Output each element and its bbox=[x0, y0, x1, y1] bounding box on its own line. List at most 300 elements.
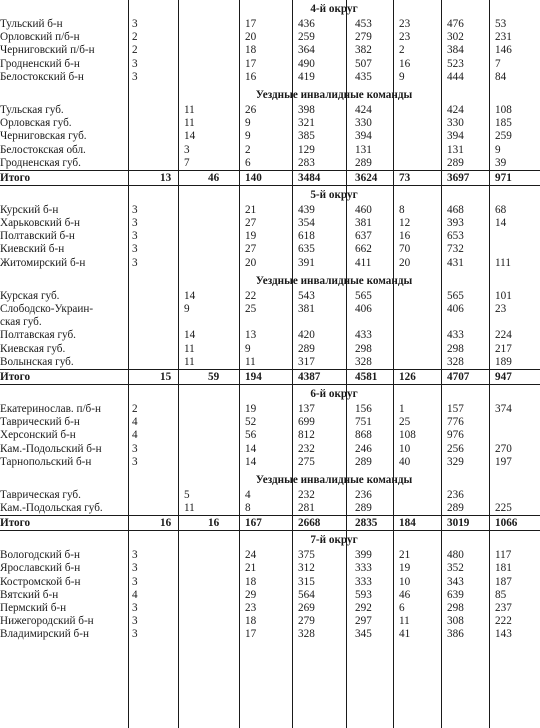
cell-value: 19 bbox=[245, 402, 257, 415]
cell-value: 23 bbox=[245, 602, 257, 614]
battalion-row bbox=[0, 58, 540, 71]
cell-value: 53 bbox=[495, 18, 507, 30]
cell-value: 39 bbox=[495, 156, 507, 169]
district-heading bbox=[0, 0, 540, 18]
cell-value: 16 bbox=[399, 230, 411, 243]
cell-value: 3019 bbox=[447, 517, 470, 530]
battalion-row bbox=[0, 403, 540, 416]
cell-value: 4581 bbox=[355, 370, 378, 383]
cell-value: 56 bbox=[245, 429, 257, 442]
cell-value: 26 bbox=[245, 103, 257, 116]
cell-value: 593 bbox=[355, 588, 372, 601]
cell-value: 321 bbox=[298, 117, 315, 130]
row-label: Вологодский б-н bbox=[0, 549, 80, 562]
cell-value: 270 bbox=[495, 442, 512, 455]
row-label: Тульская губ. bbox=[0, 103, 64, 116]
cell-value: 393 bbox=[447, 217, 464, 230]
cell-value: 433 bbox=[355, 329, 372, 342]
cell-value: 565 bbox=[355, 289, 372, 302]
cell-value: 7 bbox=[184, 156, 190, 169]
cell-value: 143 bbox=[495, 628, 512, 641]
cell-value: 197 bbox=[495, 455, 512, 468]
district-heading-text: 5-й округ bbox=[310, 188, 358, 201]
battalion-row bbox=[0, 416, 540, 429]
subsection-heading bbox=[0, 87, 540, 104]
cell-value: 635 bbox=[298, 243, 315, 256]
cell-value: 14 bbox=[245, 455, 257, 468]
cell-value: 259 bbox=[298, 31, 315, 44]
battalion-row bbox=[0, 589, 540, 602]
cell-value: 29 bbox=[245, 588, 257, 601]
cell-value: 13 bbox=[160, 171, 172, 184]
battalion-row bbox=[0, 576, 540, 589]
cell-value: 699 bbox=[298, 416, 315, 429]
cell-value: 3 bbox=[132, 203, 138, 216]
cell-value: 420 bbox=[298, 329, 315, 342]
row-label: Курская губ. bbox=[0, 289, 60, 302]
cell-value: 3 bbox=[132, 602, 138, 614]
cell-value: 14 bbox=[184, 130, 196, 143]
battalion-row bbox=[0, 257, 540, 270]
cell-value: 18 bbox=[245, 44, 257, 57]
cell-value: 275 bbox=[298, 455, 315, 468]
command-row bbox=[0, 303, 540, 316]
cell-value: 19 bbox=[245, 230, 257, 243]
cell-value: 11 bbox=[184, 103, 195, 116]
cell-value: 352 bbox=[447, 562, 464, 575]
cell-value: 4 bbox=[245, 488, 251, 501]
cell-value: 236 bbox=[355, 488, 372, 501]
cell-value: 289 bbox=[298, 342, 315, 355]
cell-value: 308 bbox=[447, 615, 464, 628]
cell-value: 59 bbox=[208, 370, 220, 383]
cell-value: 25 bbox=[399, 416, 411, 429]
row-label: Курский б-н bbox=[0, 203, 59, 216]
cell-value: 73 bbox=[399, 171, 411, 184]
cell-value: 394 bbox=[447, 130, 464, 143]
cell-value: 21 bbox=[399, 549, 411, 562]
cell-value: 3 bbox=[132, 575, 138, 588]
cell-value: 444 bbox=[447, 70, 464, 83]
row-label: Киевский б-н bbox=[0, 243, 65, 256]
cell-value: 385 bbox=[298, 130, 315, 143]
row-label: Гродненская губ. bbox=[0, 156, 81, 169]
cell-value: 232 bbox=[298, 442, 315, 455]
cell-value: 108 bbox=[495, 103, 512, 116]
cell-value: 16 bbox=[245, 70, 257, 83]
cell-value: 11 bbox=[184, 502, 195, 515]
cell-value: 231 bbox=[495, 31, 512, 44]
row-label: Таврическая губ. bbox=[0, 488, 81, 501]
cell-value: 812 bbox=[298, 429, 315, 442]
cell-value: 4 bbox=[132, 416, 138, 429]
cell-value: 181 bbox=[495, 562, 512, 575]
cell-value: 618 bbox=[298, 230, 315, 243]
cell-value: 439 bbox=[298, 203, 315, 216]
cell-value: 11 bbox=[399, 615, 410, 628]
cell-value: 289 bbox=[355, 502, 372, 515]
battalion-row bbox=[0, 204, 540, 217]
cell-value: 129 bbox=[298, 143, 315, 156]
row-label: Киевская губ. bbox=[0, 342, 66, 355]
cell-value: 732 bbox=[447, 243, 464, 256]
cell-value: 9 bbox=[184, 303, 190, 315]
cell-value: 298 bbox=[355, 342, 372, 355]
battalion-row bbox=[0, 456, 540, 469]
cell-value: 374 bbox=[495, 402, 512, 415]
cell-value: 333 bbox=[355, 562, 372, 575]
cell-value: 225 bbox=[495, 502, 512, 515]
cell-value: 146 bbox=[495, 44, 512, 57]
cell-value: 24 bbox=[245, 549, 257, 562]
row-label: Итого bbox=[0, 171, 31, 184]
row-label: Харьковский б-н bbox=[0, 217, 80, 230]
cell-value: 375 bbox=[298, 549, 315, 562]
cell-value: 16 bbox=[208, 517, 220, 530]
cell-value: 523 bbox=[447, 57, 464, 70]
cell-value: 46 bbox=[208, 171, 220, 184]
cell-value: 9 bbox=[245, 117, 251, 130]
cell-value: 3 bbox=[132, 549, 138, 562]
cell-value: 20 bbox=[245, 31, 257, 44]
battalion-row bbox=[0, 615, 540, 628]
cell-value: 281 bbox=[298, 502, 315, 515]
cell-value: 11 bbox=[245, 355, 256, 368]
cell-value: 246 bbox=[355, 442, 372, 455]
cell-value: 436 bbox=[298, 18, 315, 30]
cell-value: 167 bbox=[245, 517, 262, 530]
cell-value: 4 bbox=[132, 588, 138, 601]
cell-value: 18 bbox=[245, 575, 257, 588]
cell-value: 751 bbox=[355, 416, 372, 429]
cell-value: 2 bbox=[245, 143, 251, 156]
cell-value: 11 bbox=[184, 117, 195, 130]
cell-value: 292 bbox=[355, 602, 372, 614]
cell-value: 20 bbox=[399, 256, 411, 269]
cell-value: 433 bbox=[447, 329, 464, 342]
cell-value: 6 bbox=[399, 602, 405, 614]
cell-value: 27 bbox=[245, 217, 257, 230]
command-row bbox=[0, 290, 540, 303]
cell-value: 381 bbox=[298, 303, 315, 315]
battalion-row bbox=[0, 18, 540, 31]
cell-value: 289 bbox=[447, 156, 464, 169]
cell-value: 111 bbox=[495, 256, 511, 269]
row-label: Тульский б-н bbox=[0, 18, 63, 30]
cell-value: 662 bbox=[355, 243, 372, 256]
row-label: Тарнопольский б-н bbox=[0, 455, 92, 468]
cell-value: 289 bbox=[447, 502, 464, 515]
cell-value: 140 bbox=[245, 171, 262, 184]
command-row bbox=[0, 316, 540, 329]
row-label: Полтавский б-н bbox=[0, 230, 75, 243]
cell-value: 3 bbox=[132, 256, 138, 269]
cell-value: 317 bbox=[298, 355, 315, 368]
row-label: Белостокская обл. bbox=[0, 143, 86, 156]
cell-value: 354 bbox=[298, 217, 315, 230]
cell-value: 460 bbox=[355, 203, 372, 216]
cell-value: 2 bbox=[132, 31, 138, 44]
cell-value: 3 bbox=[132, 562, 138, 575]
cell-value: 259 bbox=[495, 130, 512, 143]
cell-value: 68 bbox=[495, 203, 507, 216]
cell-value: 2668 bbox=[298, 517, 321, 530]
cell-value: 224 bbox=[495, 329, 512, 342]
row-label: Полтавская губ. bbox=[0, 329, 76, 342]
cell-value: 189 bbox=[495, 355, 512, 368]
cell-value: 3624 bbox=[355, 171, 378, 184]
cell-value: 21 bbox=[245, 203, 257, 216]
cell-value: 52 bbox=[245, 416, 257, 429]
row-label: Вятский б-н bbox=[0, 588, 59, 601]
total-row bbox=[0, 515, 540, 531]
row-label: Кам.-Подольская губ. bbox=[0, 502, 103, 515]
battalion-row bbox=[0, 71, 540, 84]
cell-value: 424 bbox=[355, 103, 372, 116]
cell-value: 419 bbox=[298, 70, 315, 83]
cell-value: 16 bbox=[399, 57, 411, 70]
cell-value: 345 bbox=[355, 628, 372, 641]
battalion-row bbox=[0, 44, 540, 57]
district-heading-text: 7-й округ bbox=[310, 534, 358, 547]
row-label: Итого bbox=[0, 370, 31, 383]
cell-value: 21 bbox=[245, 562, 257, 575]
total-row bbox=[0, 170, 540, 186]
cell-value: 480 bbox=[447, 549, 464, 562]
cell-value: 312 bbox=[298, 562, 315, 575]
cell-value: 4 bbox=[132, 429, 138, 442]
cell-value: 490 bbox=[298, 57, 315, 70]
cell-value: 565 bbox=[447, 289, 464, 302]
cell-value: 117 bbox=[495, 549, 512, 562]
cell-value: 3 bbox=[184, 143, 190, 156]
cell-value: 3484 bbox=[298, 171, 321, 184]
command-row bbox=[0, 130, 540, 143]
cell-value: 382 bbox=[355, 44, 372, 57]
cell-value: 406 bbox=[447, 303, 464, 315]
cell-value: 289 bbox=[355, 455, 372, 468]
district-heading-text: 6-й округ bbox=[310, 387, 358, 400]
cell-value: 194 bbox=[245, 370, 262, 383]
row-label: Итого bbox=[0, 517, 31, 530]
cell-value: 9 bbox=[399, 70, 405, 83]
cell-value: 947 bbox=[495, 370, 512, 383]
cell-value: 137 bbox=[298, 402, 315, 415]
command-row bbox=[0, 157, 540, 170]
cell-value: 2 bbox=[132, 44, 138, 57]
row-label: Ярославский б-н bbox=[0, 562, 81, 575]
cell-value: 20 bbox=[245, 256, 257, 269]
cell-value: 3 bbox=[132, 230, 138, 243]
cell-value: 297 bbox=[355, 615, 372, 628]
cell-value: 19 bbox=[399, 562, 411, 575]
cell-value: 25 bbox=[245, 303, 257, 315]
cell-value: 10 bbox=[399, 442, 411, 455]
cell-value: 41 bbox=[399, 628, 411, 641]
cell-value: 971 bbox=[495, 171, 512, 184]
cell-value: 330 bbox=[355, 117, 372, 130]
cell-value: 3 bbox=[132, 243, 138, 256]
command-row bbox=[0, 144, 540, 157]
cell-value: 40 bbox=[399, 455, 411, 468]
row-label: Слободско-Украин- bbox=[0, 303, 94, 315]
cell-value: 279 bbox=[298, 615, 315, 628]
cell-value: 283 bbox=[298, 156, 315, 169]
cell-value: 302 bbox=[447, 31, 464, 44]
cell-value: 222 bbox=[495, 615, 512, 628]
cell-value: 3 bbox=[132, 18, 138, 30]
cell-value: 330 bbox=[447, 117, 464, 130]
cell-value: 185 bbox=[495, 117, 512, 130]
subsection-heading-text: Уездные инвалидные команды bbox=[255, 473, 413, 486]
row-label: Черниговская губ. bbox=[0, 130, 87, 143]
cell-value: 17 bbox=[245, 628, 257, 641]
command-row bbox=[0, 356, 540, 369]
cell-value: 398 bbox=[298, 103, 315, 116]
district-heading bbox=[0, 186, 540, 204]
cell-value: 543 bbox=[298, 289, 315, 302]
cell-value: 23 bbox=[495, 303, 507, 315]
command-row bbox=[0, 117, 540, 130]
subsection-heading-text: Уездные инвалидные команды bbox=[255, 274, 413, 287]
district-heading bbox=[0, 385, 540, 403]
cell-value: 476 bbox=[447, 18, 464, 30]
cell-value: 468 bbox=[447, 203, 464, 216]
subsection-heading bbox=[0, 472, 540, 489]
row-label: Волынская губ. bbox=[0, 355, 74, 368]
cell-value: 184 bbox=[399, 517, 416, 530]
cell-value: 384 bbox=[447, 44, 464, 57]
row-label: Орловский п/б-н bbox=[0, 31, 80, 44]
cell-value: 564 bbox=[298, 588, 315, 601]
cell-value: 3 bbox=[132, 628, 138, 641]
command-row bbox=[0, 329, 540, 342]
battalion-row bbox=[0, 429, 540, 442]
cell-value: 424 bbox=[447, 103, 464, 116]
row-label: Гродненский б-н bbox=[0, 57, 80, 70]
cell-value: 453 bbox=[355, 18, 372, 30]
cell-value: 14 bbox=[245, 442, 257, 455]
cell-value: 13 bbox=[245, 329, 257, 342]
cell-value: 217 bbox=[495, 342, 512, 355]
cell-value: 976 bbox=[447, 429, 464, 442]
cell-value: 289 bbox=[355, 156, 372, 169]
cell-value: 18 bbox=[245, 615, 257, 628]
cell-value: 639 bbox=[447, 588, 464, 601]
row-label: Пермский б-н bbox=[0, 602, 67, 614]
row-label: Белостокский б-н bbox=[0, 70, 84, 83]
row-label: Кам.-Подольский б-н bbox=[0, 442, 102, 455]
cell-value: 406 bbox=[355, 303, 372, 315]
cell-value: 5 bbox=[184, 488, 190, 501]
cell-value: 7 bbox=[495, 57, 501, 70]
cell-value: 1 bbox=[399, 402, 405, 415]
cell-value: 507 bbox=[355, 57, 372, 70]
cell-value: 298 bbox=[447, 342, 464, 355]
row-label: ская губ. bbox=[0, 316, 42, 329]
cell-value: 256 bbox=[447, 442, 464, 455]
battalion-row bbox=[0, 217, 540, 230]
cell-value: 328 bbox=[447, 355, 464, 368]
cell-value: 399 bbox=[355, 549, 372, 562]
district-heading bbox=[0, 531, 540, 549]
battalion-row bbox=[0, 549, 540, 562]
cell-value: 11 bbox=[184, 342, 195, 355]
battalion-row bbox=[0, 31, 540, 44]
row-label: Владимирский б-н bbox=[0, 628, 89, 641]
cell-value: 2 bbox=[399, 44, 405, 57]
subsection-heading-text: Уездные инвалидные команды bbox=[255, 88, 413, 101]
cell-value: 156 bbox=[355, 402, 372, 415]
cell-value: 298 bbox=[447, 602, 464, 614]
cell-value: 187 bbox=[495, 575, 512, 588]
cell-value: 237 bbox=[495, 602, 512, 614]
cell-value: 391 bbox=[298, 256, 315, 269]
cell-value: 343 bbox=[447, 575, 464, 588]
cell-value: 236 bbox=[447, 488, 464, 501]
cell-value: 4707 bbox=[447, 370, 470, 383]
battalion-row bbox=[0, 443, 540, 456]
cell-value: 8 bbox=[245, 502, 251, 515]
cell-value: 1066 bbox=[495, 517, 518, 530]
battalion-row bbox=[0, 230, 540, 243]
cell-value: 3 bbox=[132, 442, 138, 455]
cell-value: 364 bbox=[298, 44, 315, 57]
cell-value: 435 bbox=[355, 70, 372, 83]
command-row bbox=[0, 489, 540, 502]
cell-value: 157 bbox=[447, 402, 464, 415]
cell-value: 868 bbox=[355, 429, 372, 442]
row-label: Орловская губ. bbox=[0, 117, 72, 130]
cell-value: 328 bbox=[355, 355, 372, 368]
cell-value: 3 bbox=[132, 57, 138, 70]
cell-value: 8 bbox=[399, 203, 405, 216]
cell-value: 14 bbox=[184, 329, 196, 342]
cell-value: 131 bbox=[447, 143, 464, 156]
cell-value: 10 bbox=[399, 575, 411, 588]
cell-value: 381 bbox=[355, 217, 372, 230]
cell-value: 22 bbox=[245, 289, 257, 302]
cell-value: 17 bbox=[245, 57, 257, 70]
cell-value: 333 bbox=[355, 575, 372, 588]
cell-value: 3 bbox=[132, 70, 138, 83]
cell-value: 9 bbox=[245, 130, 251, 143]
row-label: Екатеринослав. п/б-н bbox=[0, 402, 101, 415]
cell-value: 3 bbox=[132, 217, 138, 230]
cell-value: 3 bbox=[132, 455, 138, 468]
command-row bbox=[0, 104, 540, 117]
cell-value: 23 bbox=[399, 18, 411, 30]
cell-value: 131 bbox=[355, 143, 372, 156]
cell-value: 108 bbox=[399, 429, 416, 442]
battalion-row bbox=[0, 602, 540, 615]
cell-value: 315 bbox=[298, 575, 315, 588]
battalion-row bbox=[0, 628, 540, 641]
district-heading-text: 4-й округ bbox=[310, 3, 358, 15]
cell-value: 17 bbox=[245, 18, 257, 30]
cell-value: 14 bbox=[184, 289, 196, 302]
row-label: Житомирский б-н bbox=[0, 256, 86, 269]
cell-value: 4387 bbox=[298, 370, 321, 383]
cell-value: 126 bbox=[399, 370, 416, 383]
cell-value: 11 bbox=[184, 355, 195, 368]
row-label: Черниговский п/б-н bbox=[0, 44, 95, 57]
battalion-row bbox=[0, 243, 540, 256]
cell-value: 46 bbox=[399, 588, 411, 601]
cell-value: 411 bbox=[355, 256, 372, 269]
cell-value: 23 bbox=[399, 31, 411, 44]
row-label: Таврический б-н bbox=[0, 416, 80, 429]
